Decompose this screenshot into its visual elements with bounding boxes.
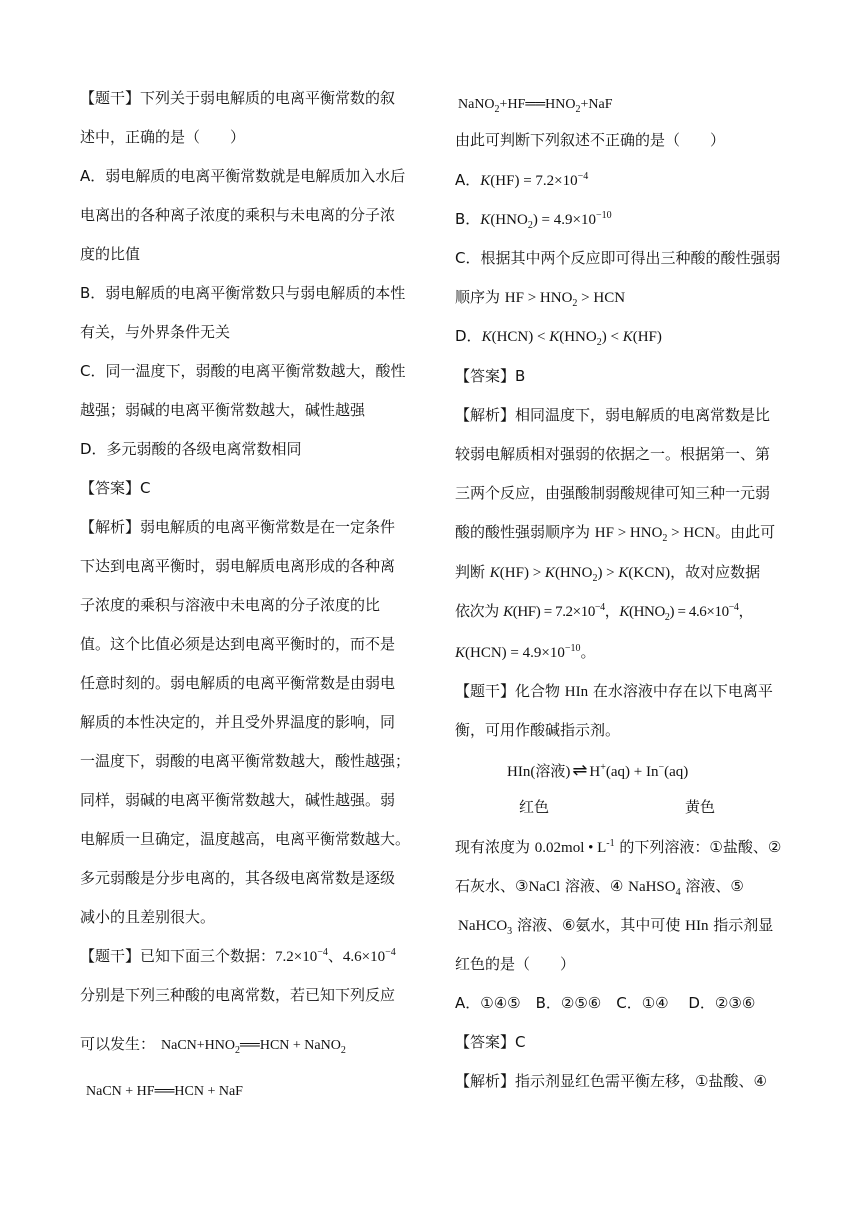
option-c-line: 越强；弱碱的电离平衡常数越大，碱性越强 [80,401,366,419]
option-c-line: 顺序为 HF > $HNO_2$ > HCN [455,288,626,309]
question-stem-line: 述中，正确的是（ ） [80,128,246,146]
answer-line: 【答案】C [455,1033,526,1051]
analysis-line: 值。这个比值必须是达到电离平衡时的，而不是 [80,635,396,653]
reaction-line: $NaNO_2+HF══HNO_2+NaF$ [458,97,613,115]
option-a-line: 度的比值 [80,245,141,263]
option-c-line: C．同一温度下，弱酸的电离平衡常数越大，酸性 [80,362,406,380]
analysis-line: 判断 $K(HF) > K(HNO_2) > K(KCN)$，故对应数据 [455,563,761,584]
option-d-line: D．多元弱酸的各级电离常数相同 [80,440,302,458]
analysis-line: 依次为 $K(HF) = 7.2\times 10^{-4}$，$K(HNO_2) = 4.6\times 10^{-4}$， [455,602,754,623]
equilibrium-arrow-icon: ⇌ [572,760,588,780]
option-b-line: B．弱电解质的电离平衡常数只与弱电解质的本性 [80,284,406,302]
analysis-line: 子浓度的乘积与溶液中未电离的分子浓度的比 [80,596,381,614]
question-stem-line: NaHCO$_3$ 溶液、⑥氨水，其中可使 HIn 指示剂显 [458,916,774,937]
question-stem-line: 现有浓度为 0.02mol • $L^{-1}$ 的下列溶液：①盐酸、② [455,838,782,856]
answer-line: 【答案】C [80,479,151,497]
red-color-label: 红色 [519,798,550,816]
option-b-line: B．$K(HNO_2) = 4.9\times 10^{-10}$ [455,210,612,231]
answer-line: 【答案】B [455,367,526,385]
analysis-line: 下达到电离平衡时，弱电解质电离形成的各种离 [80,557,396,575]
question-stem-line: 石灰水、③NaCl 溶液、④ NaHSO$_4$ 溶液、⑤ [455,877,744,898]
analysis-line: 三两个反应，由强酸制弱酸规律可知三种一元弱 [455,484,771,502]
analysis-line: 电解质一旦确定，温度越高，电离平衡常数越大。 [80,830,411,848]
question-stem-line: 【题干】化合物 HIn 在水溶液中存在以下电离平 [455,682,773,700]
question-stem-line: 衡，可用作酸碱指示剂。 [455,721,621,739]
analysis-line: 任意时刻的。弱电解质的电离平衡常数是由弱电 [80,674,396,692]
analysis-line: 【解析】相同温度下，弱电解质的电离常数是比 [455,406,771,424]
option-a-line: 电离出的各种离子浓度的乘积与未电离的分子浓 [80,206,396,224]
option-d-line: D．$K(HCN) < K(HNO_2) < K(HF)$ [455,327,662,348]
analysis-line: $K(HCN) = 4.9\times 10^{-10}$。 [455,643,596,661]
analysis-line: 解质的本性决定的，并且受外界温度的影响，同 [80,713,396,731]
equilibrium-equation: HIn(溶液) ⇌ H+(aq) + In−(aq) [507,760,689,780]
analysis-line: 酸的酸性强弱顺序为 HF > $HNO_2$ > HCN。由此可 [455,523,776,544]
analysis-line: 【解析】弱电解质的电离平衡常数是在一定条件 [80,518,396,536]
option-c-line: C．根据其中两个反应即可得出三种酸的酸性强弱 [455,249,781,267]
question-stem-line: 【题干】已知下面三个数据：$7.2\times 10^{-4}$、$4.6\times 10^{-4}$ [80,947,396,965]
analysis-line: 同样，弱碱的电离平衡常数越大，碱性越强。弱 [80,791,396,809]
option-b-line: 有关，与外界条件无关 [80,323,231,341]
question-stem-line: 分别是下列三种酸的电离常数，若已知下列反应 [80,986,396,1004]
question-stem-line: 由此可判断下列叙述不正确的是（ ） [455,131,726,149]
analysis-line: 减小的且差别很大。 [80,908,216,926]
question-stem-line: 【题干】下列关于弱电解质的电离平衡常数的叙 [80,89,396,107]
analysis-line: 【解析】指示剂显红色需平衡左移，①盐酸、④ [455,1072,767,1090]
analysis-line: 多元弱酸是分步电离的，其各级电离常数是逐级 [80,869,396,887]
question-stem-line: 红色的是（ ） [455,955,576,973]
yellow-color-label: 黄色 [685,798,716,816]
reaction-line: NaCN + HF══HCN + NaF [86,1084,243,1099]
reaction-line: 可以发生： $NaCN+HNO_2══HCN$ + NaNO$_2$ [80,1035,346,1056]
analysis-line: 一温度下，弱酸的电离平衡常数越大，酸性越强； [80,752,411,770]
option-a-line: A．$K(HF) = 7.2\times 10^{-4}$ [455,171,589,189]
option-a-line: A．弱电解质的电离平衡常数就是电解质加入水后 [80,167,406,185]
options-line: A．①④⑤ B．②⑤⑥ C．①④ D．②③⑥ [455,994,756,1012]
analysis-line: 较弱电解质相对强弱的依据之一。根据第一、第 [455,445,771,463]
